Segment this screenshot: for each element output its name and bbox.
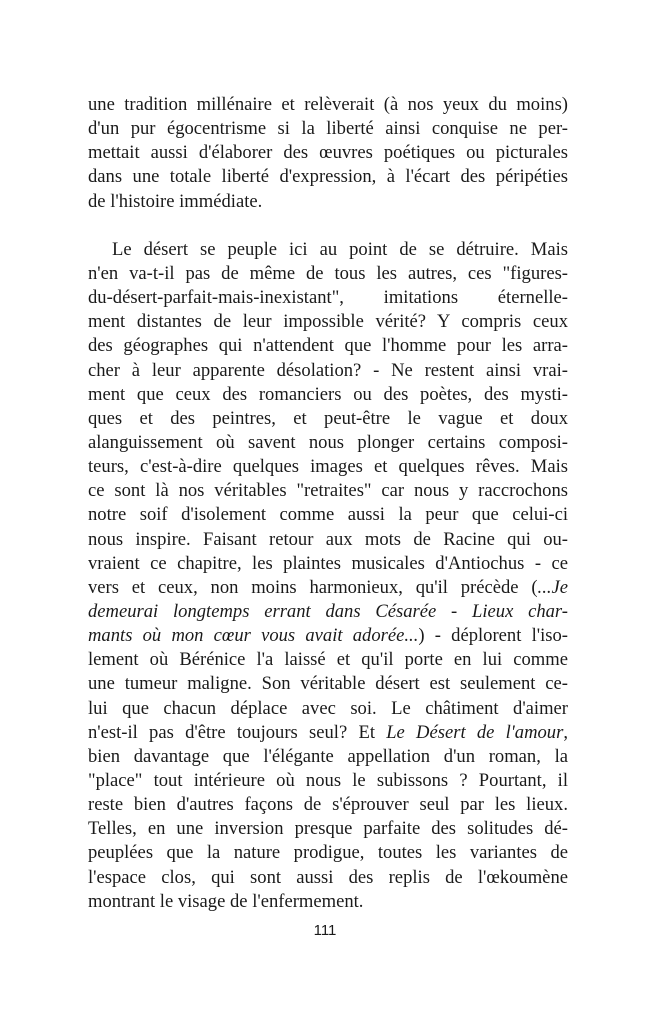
italic-quote: ...Je [537,576,568,598]
text-line: vraient ce chapitre, les plaintes musicales d'Antiochus - ce [88,552,568,574]
text-line: alanguissement où savent nous plonger certains composi- [88,431,568,453]
book-title: Le Désert de l'amour [386,721,564,743]
text-line: mants où mon cœur vous avait adorée...) - déplorent l'iso- [88,625,568,647]
text-line: d'un pur égocentrisme si la liberté ainsi conquise ne per- [88,118,568,140]
text-line: peuplées que la nature prodigue, toutes les variantes de [88,842,568,864]
text-line: n'est-il pas d'être toujours seul? Et Le Désert de l'amour, [88,721,568,743]
italic-quote: mants où mon cœur vous avait adorée... [88,625,419,647]
text-line: mettait aussi d'élaborer des œuvres poétiques ou picturales [88,142,568,164]
text-line: bien davantage que l'élégante appellation d'un roman, la [88,745,568,767]
paragraph-gap [88,214,568,238]
text-line: du-désert-parfait-mais-inexistant", imitations éternelle- [88,287,568,309]
text-line: n'en va-t-il pas de même de tous les autres, ces "figures- [88,262,568,284]
text-line: l'espace clos, qui sont aussi des replis de l'œkoumène [88,866,568,888]
text-line: lement où Bérénice l'a laissé et qu'il porte en lui comme [88,649,568,671]
text-line [88,600,568,624]
text-line: de l'histoire immédiate. [88,190,263,212]
text-line: une tradition millénaire et relèverait (à nos yeux du moins) [88,94,568,115]
text-line: dans une totale liberté d'expression, à l'écart des péripéties [88,166,568,188]
text-line: montrant le visage de l'enfermement. [88,890,364,912]
text-line: une tumeur maligne. Son véritable désert est seulement ce- [88,673,568,695]
text-line: nous inspire. Faisant retour aux mots de Racine qui ou- [88,528,568,550]
text-line: reste bien d'autres façons de s'éprouver seul par les lieux. [88,794,568,816]
page-number: 111 [313,922,337,939]
text-line: "place" tout intérieure où nous le subissons ? Pourtant, il [88,769,568,791]
text-line: Le désert se peuple ici au point de se détruire. Mais [112,238,568,260]
text-line: ment que ceux des romanciers ou des poètes, des mysti- [88,383,568,405]
paragraph-2 [88,238,568,914]
text-line: cher à leur apparente désolation? - Ne restent ainsi vrai- [88,359,568,381]
text-line: vers et ceux, non moins harmonieux, qu'il précède (...Je [88,576,568,598]
paragraph-1 [88,93,568,214]
text-line: des géographes qui n'attendent que l'homme pour les arra- [88,335,568,357]
italic-quote: demeurai longtemps errant dans Césarée - Lieux char- [88,600,568,622]
text-line: Telles, en une inversion presque parfaite des solitudes dé- [88,818,568,840]
text-line: ques et des peintres, et peut-être le vague et doux [88,407,568,429]
text-line: teurs, c'est-à-dire quelques images et quelques rêves. Mais [88,456,568,478]
text-line: lui que chacun déplace avec soi. Le châtiment d'aimer [88,697,568,719]
text-line: notre soif d'isolement comme aussi la peur que celui-ci [88,504,568,526]
text-line: ce sont là nos véritables "retraites" car nous y raccrochons [88,480,568,502]
text-block [88,93,568,914]
text-line: ment distantes de leur impossible vérité? Y compris ceux [88,311,568,333]
